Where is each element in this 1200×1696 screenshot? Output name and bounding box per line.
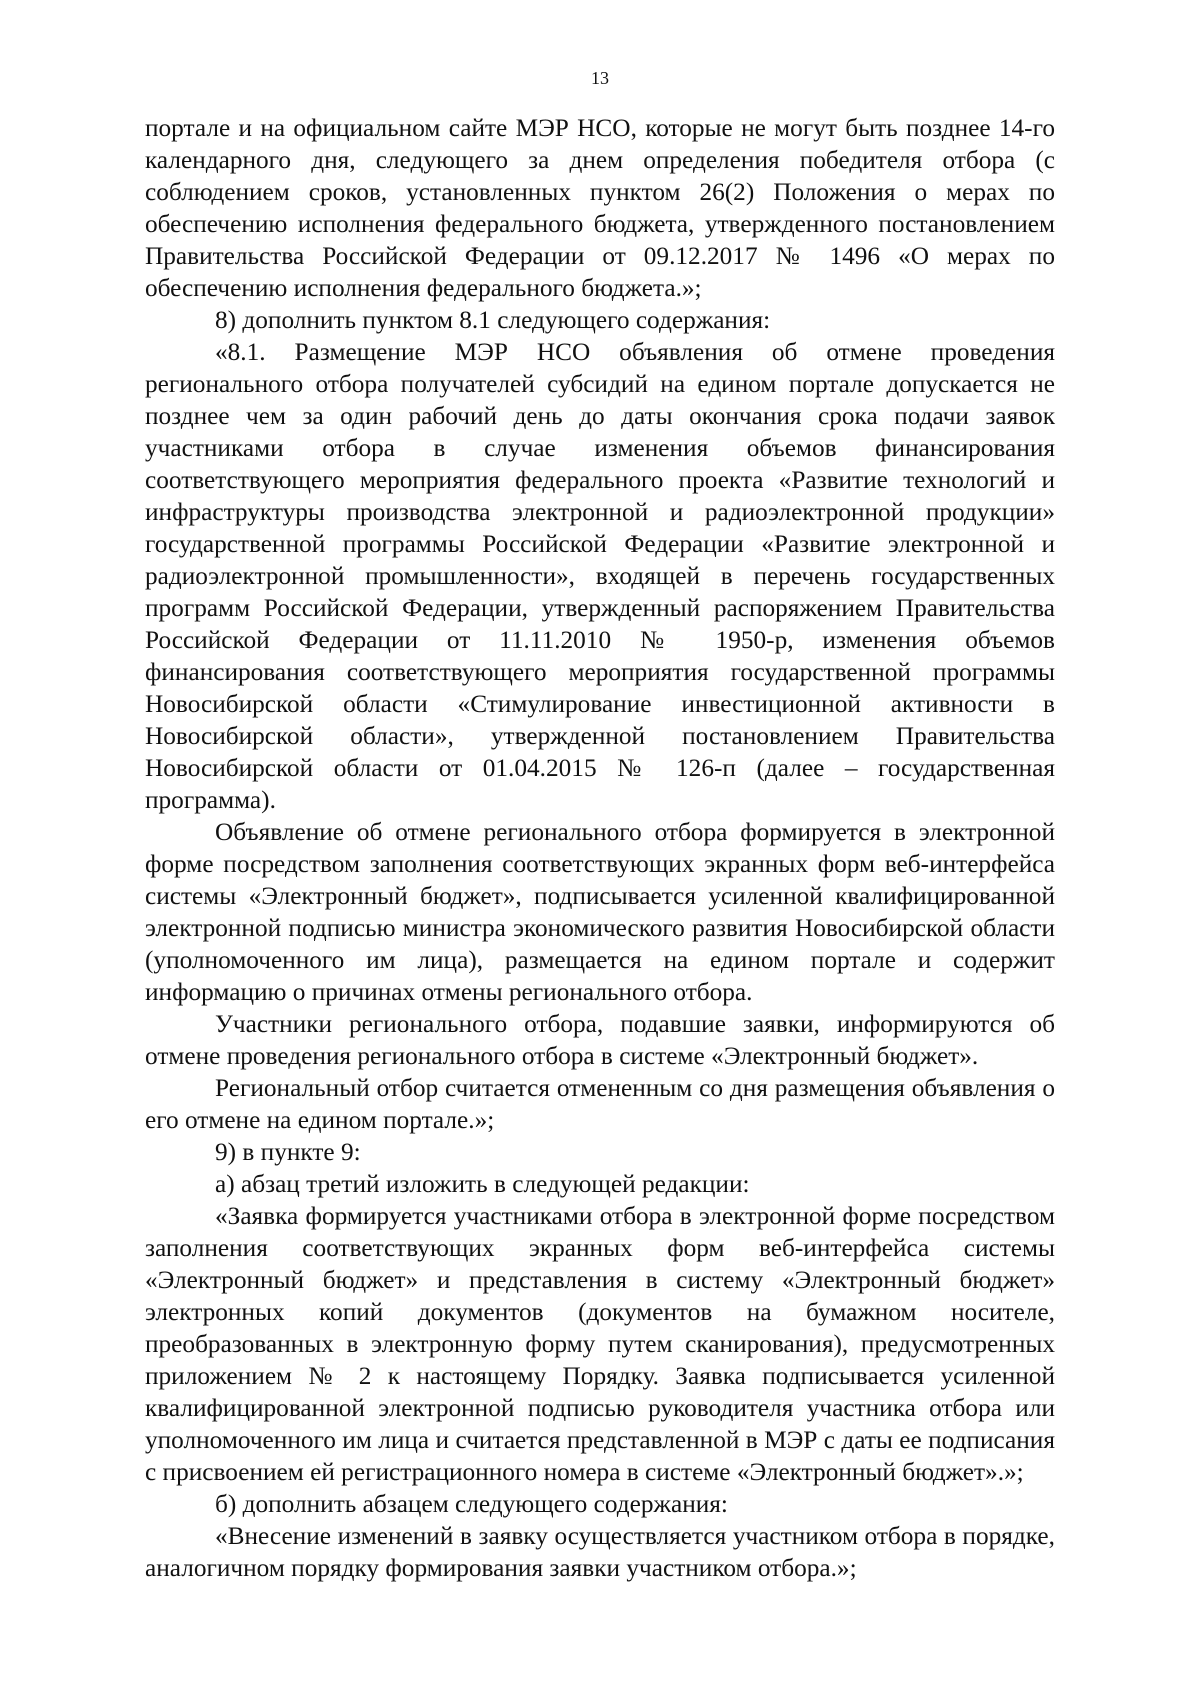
paragraph-item-8: 8) дополнить пунктом 8.1 следующего содержания:: [215, 306, 771, 334]
paragraph-subitem-a: а) абзац третий изложить в следующей редакции:: [215, 1170, 750, 1198]
paragraph-continuation: портале и на официальном сайте МЭР НСО, которые не могут быть позднее 14-го календарного дня, следующего за днем определения победителя отбора (с соблюдением сроков, установленных пунктом 26(2) Положения о мерах по обеспечению исполнения федерального бюджета, утвержденного постановлением Правительства Российской Федерации от 09.12.2017 № 1496 «О мерах по обеспечению исполнения федерального бюджета.»;: [145, 114, 1055, 302]
document-body: [145, 112, 1055, 1584]
paragraph-selection-cancelled: Региональный отбор считается отмененным со дня размещения объявления о его отмене на едином портале.»;: [145, 1074, 1055, 1134]
paragraph-item-9: 9) в пункте 9:: [215, 1138, 361, 1166]
paragraph-cancellation-notice: Объявление об отмене регионального отбора формируется в электронной форме посредством заполнения соответствующих экранных форм веб-интерфейса системы «Электронный бюджет», подписывается усиленной квалифицированной электронной подписью министра экономического развития Новосибирской области (уполномоченного им лица), размещается на едином портале и содержит информацию о причинах отмены регионального отбора.: [145, 818, 1055, 1006]
paragraph-application-changes: «Внесение изменений в заявку осуществляется участником отбора в порядке, аналогичном порядку формирования заявки участником отбора.»;: [145, 1522, 1055, 1582]
page-number: 13: [591, 68, 609, 88]
paragraph-subitem-b: б) дополнить абзацем следующего содержания:: [215, 1490, 728, 1518]
paragraph-clause-8-1: «8.1. Размещение МЭР НСО объявления об отмене проведения регионального отбора получателей субсидий на едином портале допускается не позднее чем за один рабочий день до даты окончания срока подачи заявок участниками отбора в случае изменения объемов финансирования соответствующего мероприятия федерального проекта «Развитие технологий и инфраструктуры производства электронной и радиоэлектронной продукции» государственной программы Российской Федерации «Развитие электронной и радиоэлектронной промышленности», входящей в перечень государственных программ Российской Федерации, утвержденный распоряжением Правительства Российской Федерации от 11.11.2010 № 1950-р, изменения объемов финансирования соответствующего мероприятия государственной программы Новосибирской области «Стимулирование инвестиционной активности в Новосибирской области», утвержденной постановлением Правительства Новосибирской области от 01.04.2015 № 126-п (далее – государственная программа).: [145, 338, 1055, 814]
paragraph-application-formed: «Заявка формируется участниками отбора в электронной форме посредством заполнения соответствующих экранных форм веб-интерфейса системы «Электронный бюджет» и представления в систему «Электронный бюджет» электронных копий документов (документов на бумажном носителе, преобразованных в электронную форму путем сканирования), предусмотренных приложением № 2 к настоящему Порядку. Заявка подписывается усиленной квалифицированной электронной подписью руководителя участника отбора или уполномоченного им лица и считается представленной в МЭР с даты ее подписания с присвоением ей регистрационного номера в системе «Электронный бюджет».»;: [145, 1202, 1055, 1486]
paragraph-participants-informed: Участники регионального отбора, подавшие заявки, информируются об отмене проведения регионального отбора в системе «Электронный бюджет».: [145, 1010, 1055, 1070]
